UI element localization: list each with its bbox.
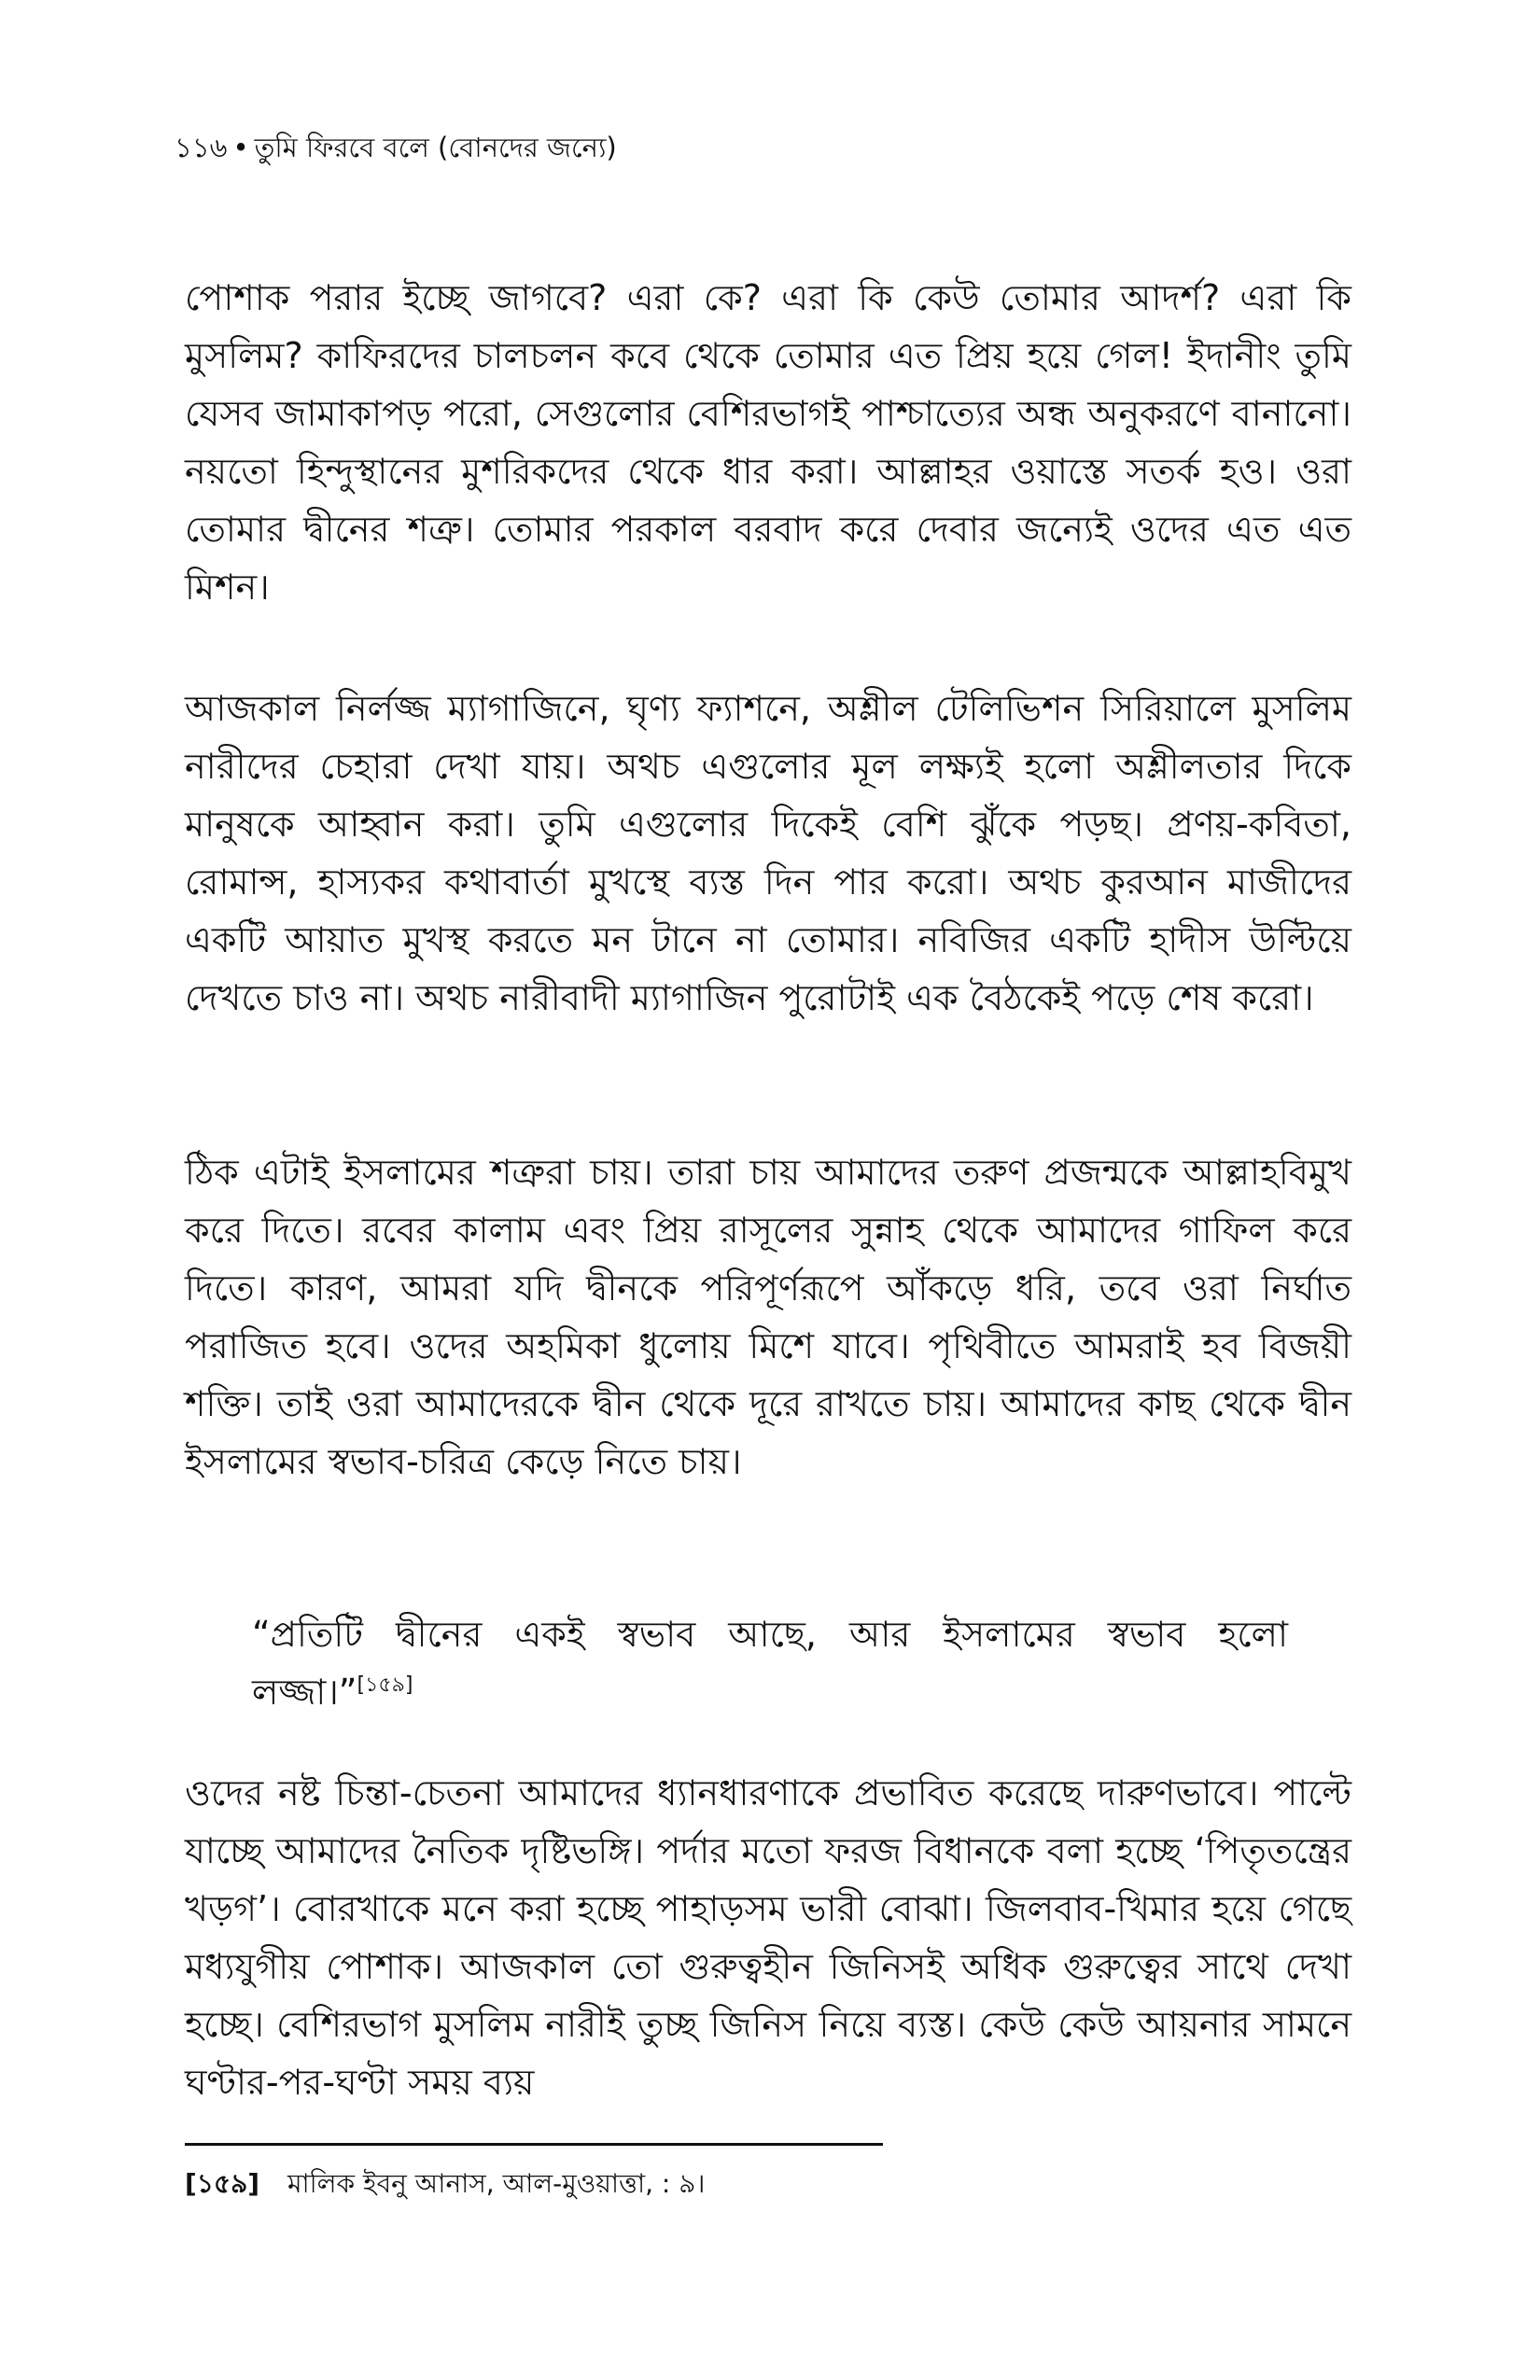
paragraph-4: ওদের নষ্ট চিন্তা-চেতনা আমাদের ধ্যানধারণাকে প্রভাবিত করেছে দারুণভাবে। পাল্টে যাচ্ছে আমাদের নৈতিক দৃষ্টিভঙ্গি। পর্দার মতো ফরজ বিধানকে বলা হচ্ছে ‘পিতৃতন্ত্রের খড়গ’। বোরখাকে মনে করা হচ্ছে পাহাড়সম ভারী বোঝা। জিলবাব-খিমার হয়ে গেছে মধ্যযুগীয় পোশাক। আজকাল তো গুরুত্বহীন জিনিসই অধিক গুরুত্বের সাথে দেখা হচ্ছে। বেশিরভাগ মুসলিম নারীই তুচ্ছ জিনিস নিয়ে ব্যস্ত। কেউ কেউ আয়নার সামনে ঘণ্টার-পর-ঘণ্টা সময় ব্যয় <box>185 1772 1351 2103</box>
footnote <box>185 2165 705 2203</box>
running-head <box>175 131 617 164</box>
quote-text: “প্রতিটি দ্বীনের একই স্বভাব আছে, আর ইসলামের স্বভাব হলো লজ্জা।” <box>252 1614 1288 1713</box>
book-title: তুমি ফিরবে বলে (বোনদের জন্যে) <box>254 132 617 163</box>
paragraph-1: পোশাক পরার ইচ্ছে জাগবে? এরা কে? এরা কি কেউ তোমার আদর্শ? এরা কি মুসলিম? কাফিরদের চালচলন কবে থেকে তোমার এত প্রিয় হয়ে গেল! ইদানীং তুমি যেসব জামাকাপড় পরো, সেগুলোর বেশিরভাগই পাশ্চাত্যের অন্ধ অনুকরণে বানানো। নয়তো হিন্দুস্থানের মুশরিকদের থেকে ধার করা। আল্লাহর ওয়াস্তে সতর্ক হও। ওরা তোমার দ্বীনের শত্রু। তোমার পরকাল বরবাদ করে দেবার জন্যেই ওদের এত এত মিশন। <box>185 277 1351 608</box>
footnote-text: মালিক ইবনু আনাস, আল-মুওয়াত্তা, : ৯। <box>287 2168 706 2199</box>
hadith-quote <box>252 1605 1288 1721</box>
page-number: ১১৬ <box>175 132 228 163</box>
quote-footnote-ref[interactable]: [১৫৯] <box>357 1673 413 1697</box>
paragraph-3: ঠিক এটাই ইসলামের শত্রুরা চায়। তারা চায় আমাদের তরুণ প্রজন্মকে আল্লাহবিমুখ করে দিতে। রবের কালাম এবং প্রিয় রাসূলের সুন্নাহ থেকে আমাদের গাফিল করে দিতে। কারণ, আমরা যদি দ্বীনকে পরিপূর্ণরূপে আঁকড়ে ধরি, তবে ওরা নির্ঘাত পরাজিত হবে। ওদের অহমিকা ধুলোয় মিশে যাবে। পৃথিবীতে আমরাই হব বিজয়ী শক্তি। তাই ওরা আমাদেরকে দ্বীন থেকে দূরে রাখতে চায়। আমাদের কাছ থেকে দ্বীন ইসলামের স্বভাব-চরিত্র কেড়ে নিতে চায়। <box>185 1152 1351 1482</box>
footnote-number: [১৫৯] <box>185 2168 260 2199</box>
bullet-separator: • <box>232 132 249 163</box>
paragraph-2: আজকাল নির্লজ্জ ম্যাগাজিনে, ঘৃণ্য ফ্যাশনে, অশ্লীল টেলিভিশন সিরিয়ালে মুসলিম নারীদের চেহারা দেখা যায়। অথচ এগুলোর মূল লক্ষ্যই হলো অশ্লীলতার দিকে মানুষকে আহ্বান করা। তুমি এগুলোর দিকেই বেশি ঝুঁকে পড়ছ। প্রণয়-কবিতা, রোমান্স, হাস্যকর কথাবার্তা মুখস্থে ব্যস্ত দিন পার করো। অথচ কুরআন মাজীদের একটি আয়াত মুখস্থ করতে মন টানে না তোমার। নবিজির একটি হাদীস উল্টিয়ে দেখতে চাও না। অথচ নারীবাদী ম্যাগাজিন পুরোটাই এক বৈঠকেই পড়ে শেষ করো। <box>185 688 1351 1018</box>
footnote-divider <box>185 2143 883 2146</box>
